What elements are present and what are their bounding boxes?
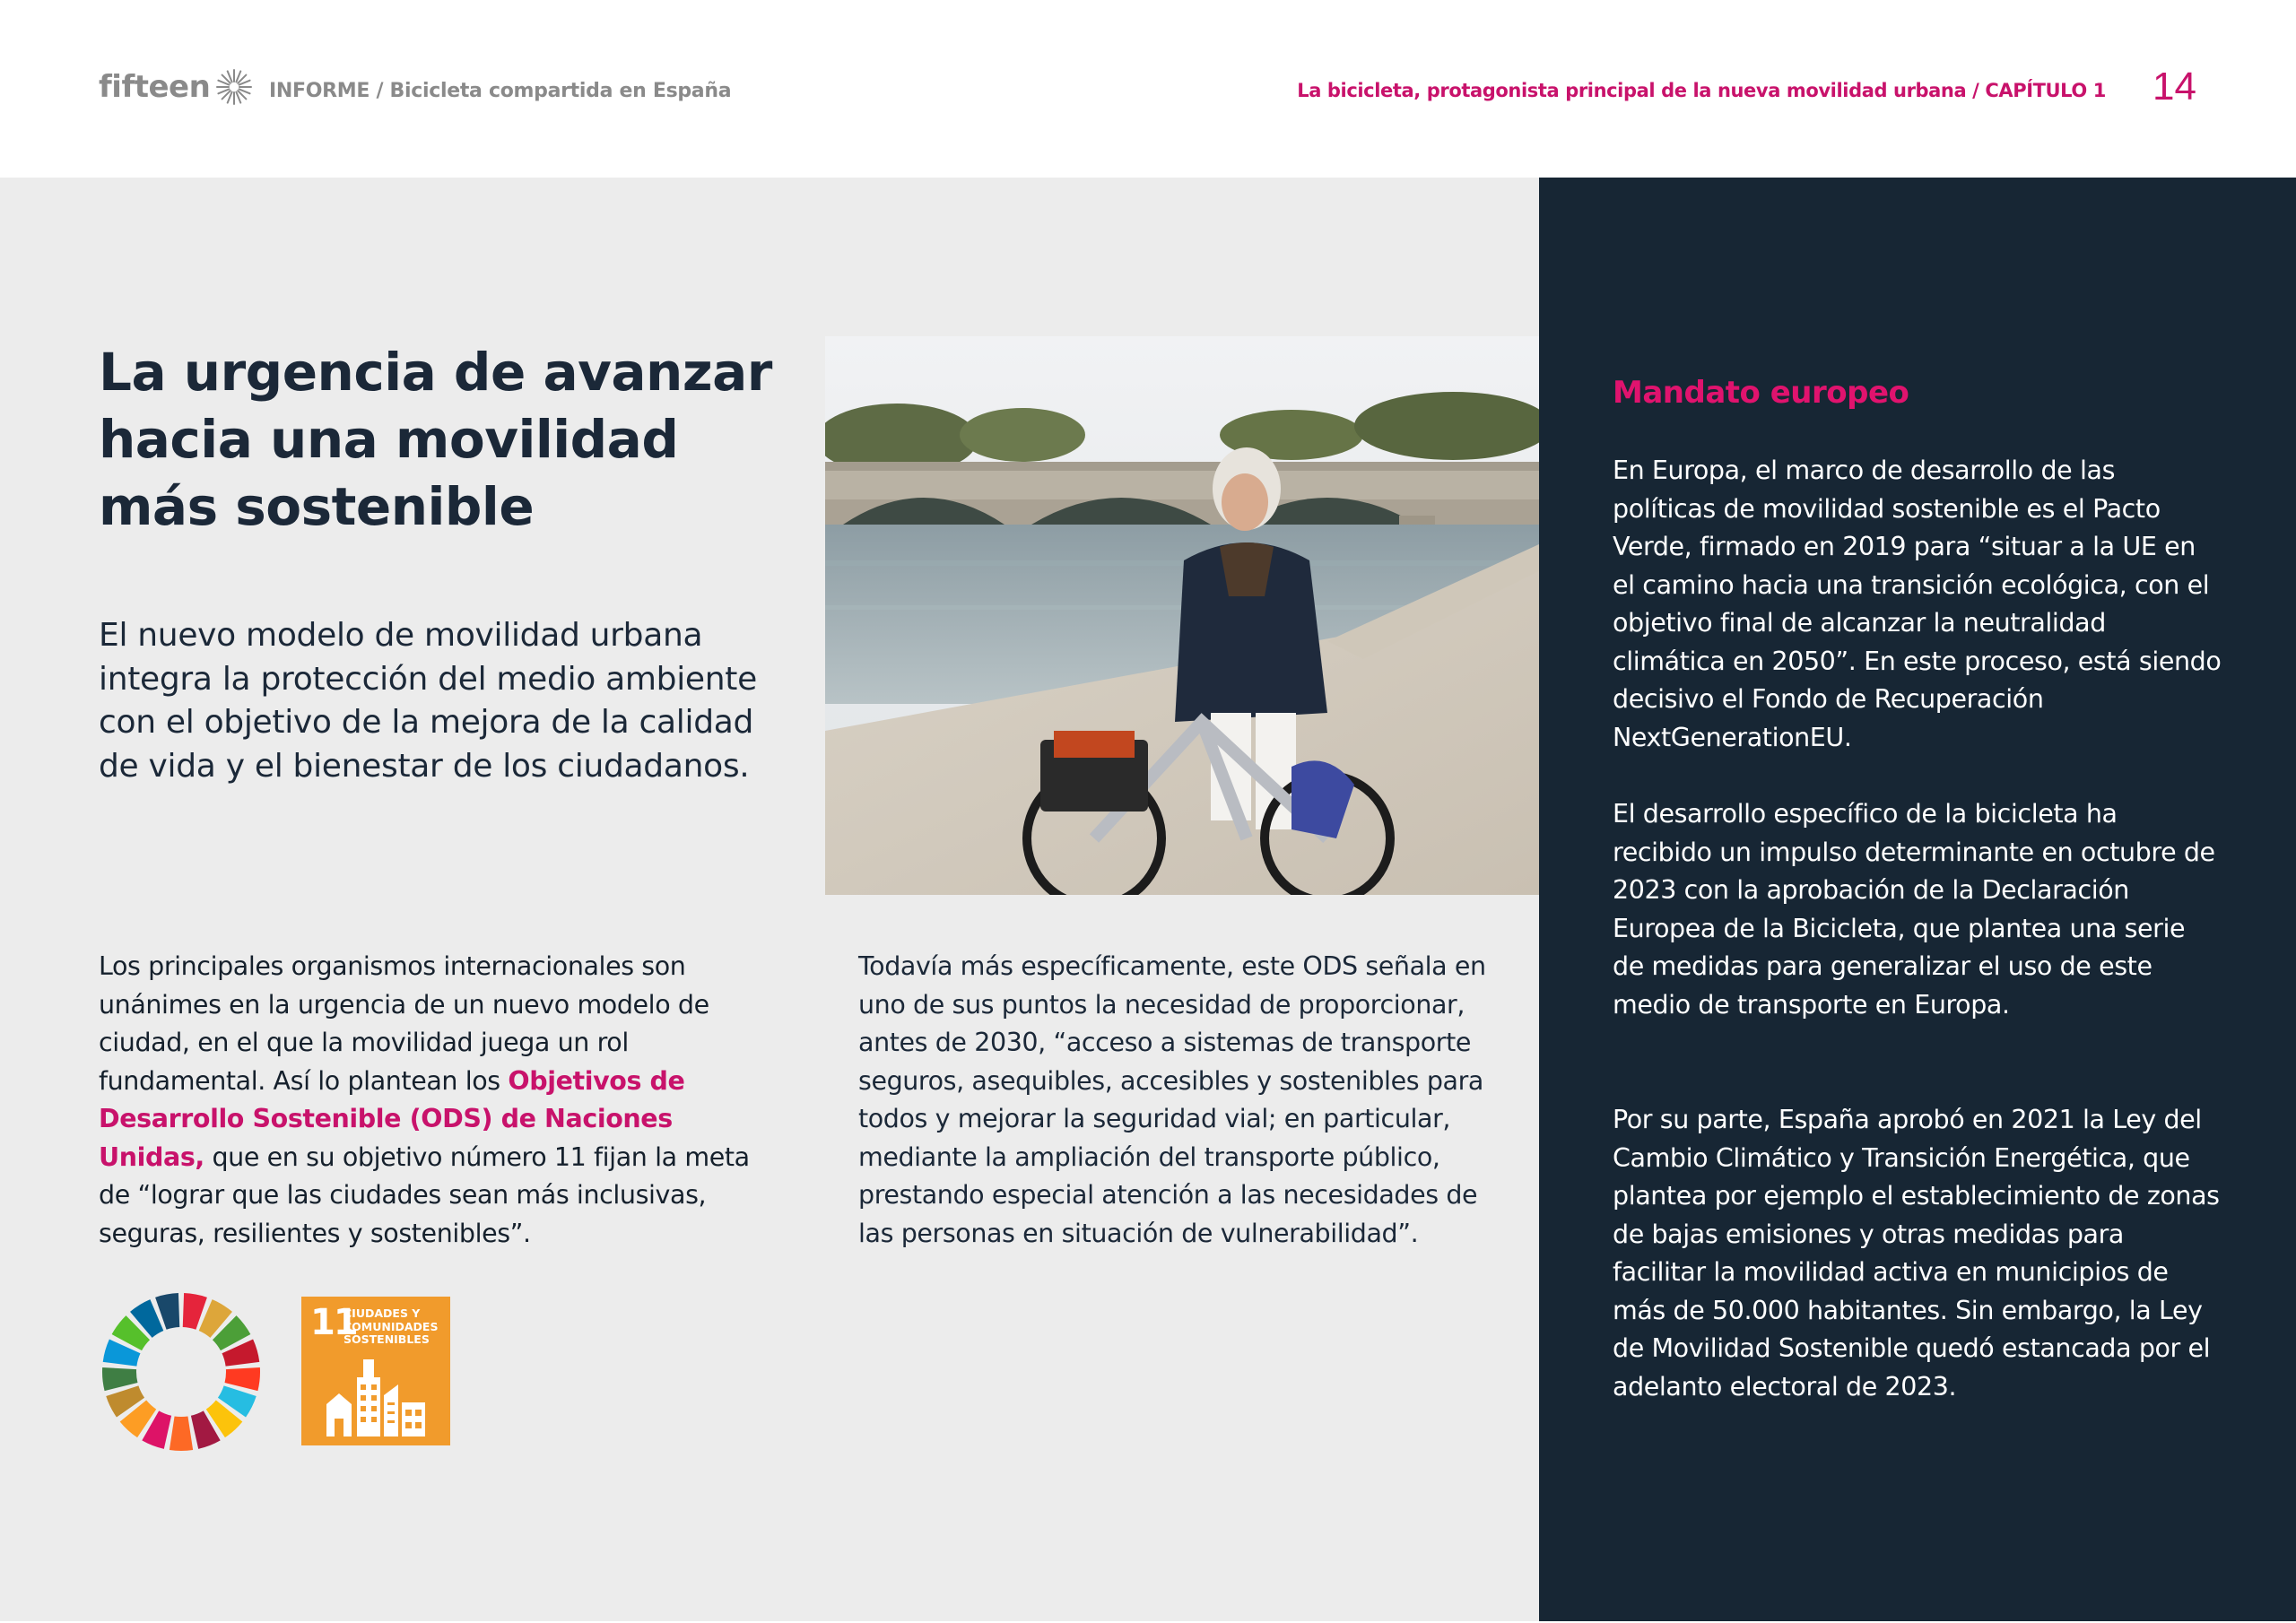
page-title: La urgencia de avanzar hacia una movilidad más sostenible: [99, 342, 772, 537]
sidebar-paragraph-3: Por su parte, España aprobó en 2021 la Ley del Cambio Climático y Transición Energética, que plantea por ejemplo el establecimiento de zonas de bajas emisiones y otras medidas para facilitar la movilidad activa en municipios de más de 50.000 habitantes. Sin embargo, la Ley de Movilidad Sostenible quedó estancada por el adelanto electoral de 2023.: [1613, 1105, 2220, 1402]
sidebar-paragraph-1: En Europa, el marco de desarrollo de las políticas de movilidad sostenible es el Pacto Verde, firmado en 2019 para “situar a la UE en el camino hacia una transición ecológica, con el objetivo final de alcanzar la neutralidad climática en 2050”. En este proceso, está siendo decisivo el Fondo de Recuperación NextGenerationEU.: [1613, 456, 2222, 752]
logo-text: fifteen: [99, 69, 211, 105]
sunburst-icon: [213, 66, 255, 108]
city-buildings-icon: [326, 1359, 425, 1436]
sdg-wheel-segment: [170, 1416, 193, 1451]
lead-paragraph: El nuevo modelo de movilidad urbana integra la protección del medio ambiente con el objetivo de la mejora de la calidad de vida y el bienestar de los ciudadanos.: [99, 617, 757, 785]
ods-column-paragraph: Todavía más específicamente, este ODS señala en uno de sus puntos la necesidad de proporcionar, antes de 2030, “acceso a sistemas de transporte seguros, asequibles, accesibles y sostenibles para todos y mejorar la seguridad vial; en particular, mediante la ampliación del transporte público, prestando especial atención a las necesidades de las personas en situación de vulnerabilidad”.: [858, 951, 1486, 1248]
sdg-wheel-segment: [102, 1367, 137, 1391]
sdg-wheel-segment: [225, 1367, 260, 1391]
fifteen-logo: [99, 66, 255, 108]
sidebar-paragraph-2: El desarrollo específico de la bicicleta ha recibido un impulso determinante en octubre de 2023 con la aprobación de la Declaración Europea de la Bicicleta, que plantea una serie de medidas para generalizar el uso de este medio de transporte en Europa.: [1613, 799, 2215, 1020]
sdg-caption: CIUDADES Y COMUNIDADES SOSTENIBLES: [344, 1306, 439, 1346]
sdg-wheel-icon: [100, 1291, 262, 1453]
sdg-11-tile: [301, 1297, 450, 1445]
sdg-number: 11: [310, 1302, 357, 1343]
intro-column-paragraph: [99, 948, 762, 1253]
cyclist-photo: [825, 336, 1539, 895]
sdg-link-text: Objetivos de Desarrollo Sostenible (ODS) de Naciones Unidas,: [99, 1065, 685, 1172]
page-number: 14: [2152, 65, 2196, 108]
page-header: [0, 0, 2296, 178]
chapter-label: La bicicleta, protagonista principal de la nueva movilidad urbana / CAPÍTULO 1: [1297, 80, 2106, 101]
col1-text-after: que en su objetivo número 11 fijan la meta de “lograr que las ciudades sean más inclusivas, seguras, resilientes y sostenibles”.: [99, 1141, 750, 1248]
report-label: INFORME / Bicicleta compartida en España: [269, 80, 732, 102]
sidebar-heading: Mandato europeo: [1613, 375, 1909, 411]
col1-text-before: Los principales organismos internacionales son unánimes en la urgencia de un nuevo modelo de ciudad, en el que la movilidad juega un rol fundamental. Así lo plantean los: [99, 951, 709, 1096]
